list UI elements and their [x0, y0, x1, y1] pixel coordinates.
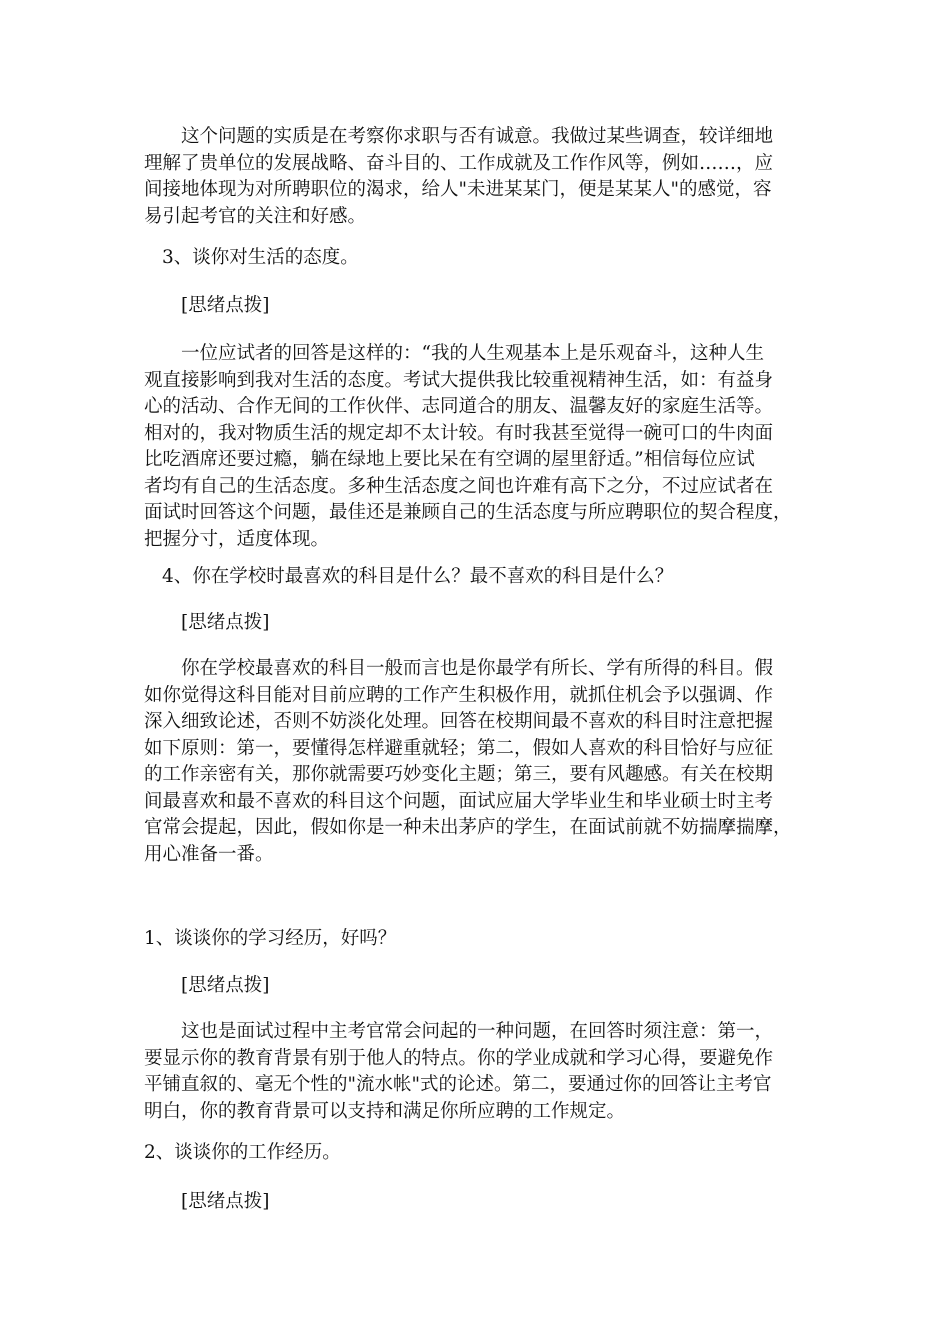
- paragraph-sincerity: [144, 124, 810, 230]
- question-heading: 4、你在学校时最喜欢的科目是什么？最不喜欢的科目是什么？: [162, 566, 674, 587]
- question-heading: 2、谈谈你的工作经历。: [144, 1142, 341, 1163]
- text-line: 官常会提起，因此，假如你是一种未出茅庐的学生，在面试前就不妨揣摩揣摩，: [144, 817, 792, 838]
- hint-label-2: [144, 610, 810, 637]
- text-line: 深入细致论述，否则不妨淡化处理。回答在校期间最不喜欢的科目时注意把握: [144, 711, 774, 732]
- hint-label: [思绪点拨]: [181, 1191, 270, 1212]
- text-line: 的工作亲密有关，那你就需要巧妙变化主题；第三，要有风趣感。有关在校期: [144, 764, 774, 785]
- text-line: 间接地体现为对所聘职位的渴求，给人"未进某某门，便是某某人"的感觉，容: [144, 179, 772, 200]
- hint-label: [思绪点拨]: [181, 975, 270, 996]
- text-line: 要显示你的教育背景有别于他人的特点。你的学业成就和学习心得，要避免作: [144, 1047, 774, 1069]
- text-line: 相对的，我对物质生活的规定却不太计较。有时我甚至觉得一碗可口的牛肉面: [144, 422, 774, 444]
- paragraph-favorite-subject: [144, 656, 810, 868]
- text-line: 心的活动、合作无间的工作伙伴、志同道合的朋友、温馨友好的家庭生活等。: [144, 396, 774, 417]
- hint-label-3: [144, 973, 810, 1000]
- question-2: [144, 1140, 810, 1167]
- text-line: 用心准备一番。: [144, 843, 274, 865]
- text-line: 比吃酒席还要过瘾，躺在绿地上要比呆在有空调的屋里舒适。”相信每位应试: [144, 449, 755, 470]
- text-line: 把握分寸，适度体现。: [144, 528, 330, 550]
- question-4: [144, 564, 810, 591]
- text-line: 明白，你的教育背景可以支持和满足你所应聘的工作规定。: [144, 1100, 626, 1122]
- hint-label: [思绪点拨]: [181, 612, 270, 633]
- text-line: 间最喜欢和最不喜欢的科目这个问题，面试应届大学毕业生和毕业硕士时主考: [144, 790, 774, 812]
- text-line: 这个问题的实质是在考察你求职与否有诚意。我做过某些调查，较详细地: [181, 126, 774, 147]
- text-line: 面试时回答这个问题，最佳还是兼顾自己的生活态度与所应聘职位的契合程度，: [144, 502, 792, 523]
- hint-label-1: [144, 293, 810, 320]
- question-1: [144, 926, 810, 953]
- text-line: 易引起考官的关注和好感。: [144, 205, 367, 227]
- paragraph-life-attitude: [144, 341, 810, 553]
- text-line: 你在学校最喜欢的科目一般而言也是你最学有所长、学有所得的科目。假: [181, 658, 774, 679]
- paragraph-study-experience: [144, 1019, 810, 1125]
- text-line: 如下原则：第一，要懂得怎样避重就轻；第二，假如人喜欢的科目恰好与应征: [144, 737, 774, 759]
- question-heading: 3、谈你对生活的态度。: [162, 247, 359, 268]
- hint-label: [思绪点拨]: [181, 295, 270, 316]
- question-3: [144, 245, 810, 272]
- text-line: 理解了贵单位的发展战略、奋斗目的、工作成就及工作作风等，例如……，应: [144, 152, 774, 174]
- text-line: 者均有自己的生活态度。多种生活态度之间也许难有高下之分，不过应试者在: [144, 475, 774, 497]
- text-line: 这也是面试过程中主考官常会问起的一种问题，在回答时须注意：第一，: [181, 1021, 774, 1042]
- question-heading: 1、谈谈你的学习经历，好吗？: [144, 928, 397, 949]
- text-line: 观直接影响到我对生活的态度。考试大提供我比较重视精神生活，如：有益身: [144, 369, 774, 391]
- text-line: 平铺直叙的、毫无个性的"流水帐"式的论述。第二，要通过你的回答让主考官: [144, 1074, 772, 1095]
- text-line: 一位应试者的回答是这样的：“我的人生观基本上是乐观奋斗，这种人生: [181, 343, 764, 364]
- text-line: 如你觉得这科目能对目前应聘的工作产生积极作用，就抓住机会予以强调、作: [144, 684, 774, 706]
- hint-label-4: [144, 1189, 810, 1216]
